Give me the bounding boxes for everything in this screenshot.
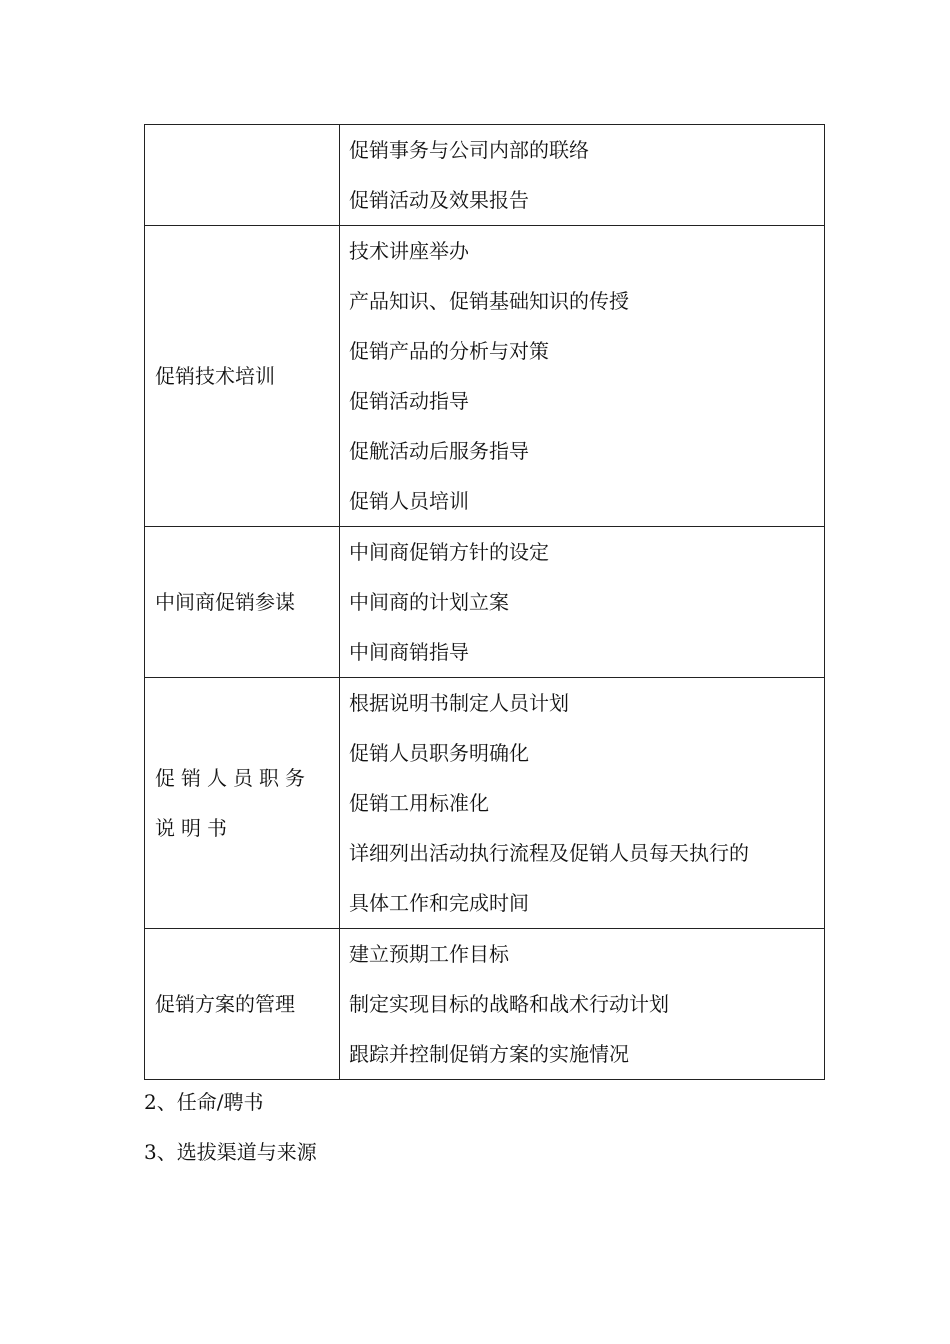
list-item: 详细列出活动执行流程及促销人员每天执行的: [349, 841, 749, 865]
table-row: [145, 125, 825, 226]
list-item: 跟踪并控制促销方案的实施情况: [349, 1042, 629, 1066]
row-items: [340, 527, 825, 678]
list-item: 促销事务与公司内部的联络: [349, 138, 589, 162]
list-item: 技术讲座举办: [349, 239, 469, 263]
list-item: 中间商销指导: [349, 640, 469, 664]
list-item: 促销产品的分析与对策: [349, 339, 549, 363]
row-items: [340, 929, 825, 1080]
list-item: 制定实现目标的战略和战术行动计划: [349, 992, 669, 1016]
list-item: 中间商的计划立案: [349, 590, 509, 614]
list-item: 促销活动指导: [349, 389, 469, 413]
table-row: [145, 678, 825, 929]
list-item: 根据说明书制定人员计划: [349, 691, 569, 715]
list-item: 促销活动及效果报告: [349, 188, 529, 212]
row-category: 促销技术培训: [145, 226, 340, 527]
row-category: 促销人员职务说明书: [145, 678, 340, 929]
row-category: [145, 125, 340, 226]
row-items: [340, 226, 825, 527]
list-item: 具体工作和完成时间: [349, 891, 529, 915]
list-item: 促销人员职务明确化: [349, 741, 529, 765]
table-row: [145, 929, 825, 1080]
list-item: 产品知识、促销基础知识的传授: [349, 289, 629, 313]
list-item: 促觥活动后服务指导: [349, 439, 529, 463]
list-item: 中间商促销方针的设定: [349, 540, 549, 564]
row-category: 促销方案的管理: [145, 929, 340, 1080]
table-row: [145, 527, 825, 678]
list-item: 建立预期工作目标: [349, 942, 509, 966]
section-heading-selection-channels: 3、选拔渠道与来源: [144, 1140, 317, 1164]
content-table: [144, 124, 825, 1080]
list-item: 促销工用标准化: [349, 791, 489, 815]
row-items: [340, 678, 825, 929]
table-row: [145, 226, 825, 527]
row-category: 中间商促销参谋: [145, 527, 340, 678]
section-heading-appointment: 2、任命/聘书: [144, 1090, 264, 1114]
list-item: 促销人员培训: [349, 489, 469, 513]
row-items: [340, 125, 825, 226]
